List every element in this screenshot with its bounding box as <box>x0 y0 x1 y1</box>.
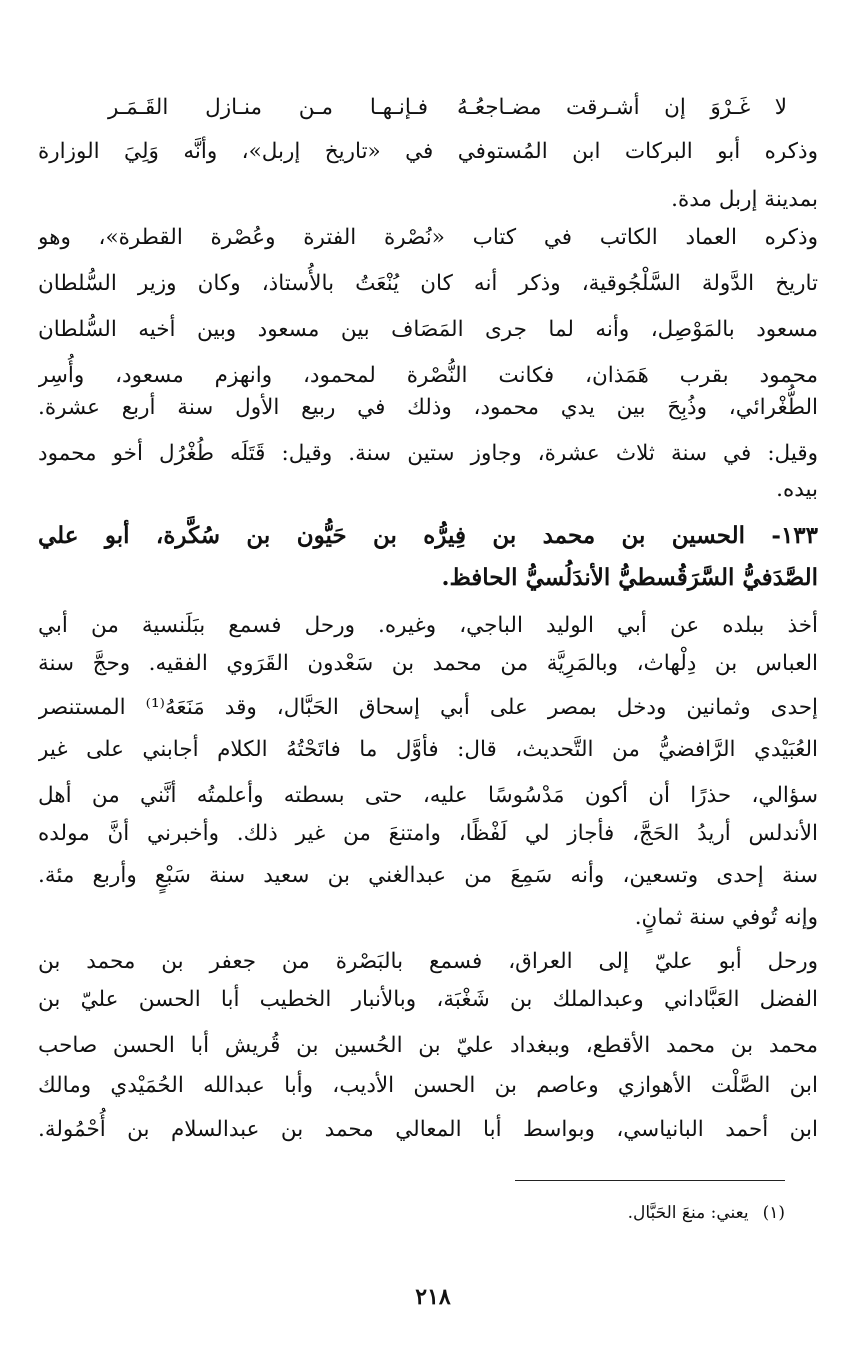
verse-first-hemistich: لا غَـرْوَ إن أشـرقت مضـاجعُـهُ <box>457 95 787 120</box>
paragraph-3-line-3: إحدى وثمانين ودخل بمصر على أبي إسحاق الحَبَّال، وقد مَنَعَهُ⁽¹⁾ المستنصر <box>38 695 818 720</box>
paragraph-2-line-7: بيده. <box>776 477 818 502</box>
footnote <box>628 1198 785 1228</box>
footnote-separator <box>515 1180 785 1181</box>
paragraph-2-line-3: مسعود بالمَوْصِل، وأنه لما جرى المَصَاف بين مسعود وبين أخيه السُّلطان <box>38 317 818 342</box>
paragraph-2-line-6: وقيل: في سنة ثلاث عشرة، وجاوز ستين سنة. وقيل: قَتَلَه طُغْرُل أخو محمود <box>38 441 818 466</box>
paragraph-1-line-1: وذكره أبو البركات ابن المُستوفي في «تاريخ إربل»، وأنَّه وَلِيَ الوزارة <box>38 139 818 164</box>
paragraph-3-line-1: أخذ ببلده عن أبي الوليد الباجي، وغيره. ورحل فسمع ببَلَنسية من أبي <box>38 613 818 638</box>
page-number: ٢١٨ <box>415 1284 451 1310</box>
paragraph-3-line-4: العُبَيْدي الرَّافضيُّ من التَّحديث، قال: فأوَّل ما فاتَحْتُهُ الكلام أجابني على غير <box>38 737 818 762</box>
paragraph-2-line-2: تاريخ الدَّولة السَّلْجُوقية، وذكر أنه كان يُنْعَتُ بالأُستاذ، وكان وزير السُّلطان <box>38 271 818 296</box>
paragraph-3-line-8: وإنه تُوفي سنة ثمانٍ. <box>634 905 818 930</box>
paragraph-4-line-2: الفضل العَبَّاداني وعبدالملك بن شَغْبَة، وبالأنبار الخطيب أبا الحسن عليّ بن <box>38 987 818 1012</box>
paragraph-3-line-2: العباس بن دِلْهاث، وبالمَرِيَّة من محمد بن سَعْدون القَرَوي الفقيه. وحجَّ سنة <box>38 651 818 676</box>
paragraph-4-line-3: محمد بن محمد الأقطع، وببغداد عليّ بن الحُسين بن قُريش أبا الحسن صاحب <box>38 1033 818 1058</box>
paragraph-1-line-2: بمدينة إربل مدة. <box>671 187 818 212</box>
entry-heading-line-2: الصَّدَفيُّ السَّرَقُسطيُّ الأندَلُسيُّ الحافظ. <box>441 564 818 591</box>
paragraph-3-line-7: سنة إحدى وتسعين، وأنه سَمِعَ من عبدالغني بن سعيد سنة سَبْعٍ وأربع مئة. <box>38 863 818 888</box>
paragraph-4-line-1: ورحل أبو عليّ إلى العراق، فسمع بالبَصْرة من جعفر بن محمد بن <box>38 949 818 974</box>
paragraph-2-line-1: وذكره العماد الكاتب في كتاب «نُصْرة الفترة وعُصْرة القطرة»، وهو <box>38 225 818 250</box>
verse-second-hemistich: فـإنـهـا مـن منـازل القَـمَـر <box>108 95 428 120</box>
paragraph-4-line-5: ابن أحمد البانياسي، وبواسط أبا المعالي محمد بن عبدالسلام بن أُحْمُولة. <box>38 1117 818 1142</box>
paragraph-3-line-5: سؤالي، حذرًا أن أكون مَدْسُوسًا عليه، حتى بسطته وأعلمتُه أنَّني من أهل <box>38 783 818 808</box>
footnote-number: (١) <box>762 1203 785 1223</box>
paragraph-3-line-6: الأندلس أريدُ الحَجَّ، فأجاز لي لَفْظًا، وامتنعَ من غير ذلك. وأخبرني أنَّ مولده <box>38 821 818 846</box>
footnote-text: يعني: منعَ الحَبَّال. <box>627 1203 749 1223</box>
entry-heading-line-1: ١٣٣- الحسين بن محمد بن فِيرُّه بن حَيُّون بن سُكَّرة، أبو علي <box>38 522 818 549</box>
paragraph-2-line-4: محمود بقرب هَمَذان، فكانت النُّصْرة لمحمود، وانهزم مسعود، وأُسِر <box>38 363 818 388</box>
paragraph-4-line-4: ابن الصَّلْت الأهوازي وعاصم بن الحسن الأديب، وأبا عبدالله الحُمَيْدي ومالك <box>38 1073 818 1098</box>
paragraph-2-line-5: الطُّغْرائي، وذُبِحَ بين يدي محمود، وذلك في ربيع الأول سنة أربع عشرة. <box>38 395 818 420</box>
